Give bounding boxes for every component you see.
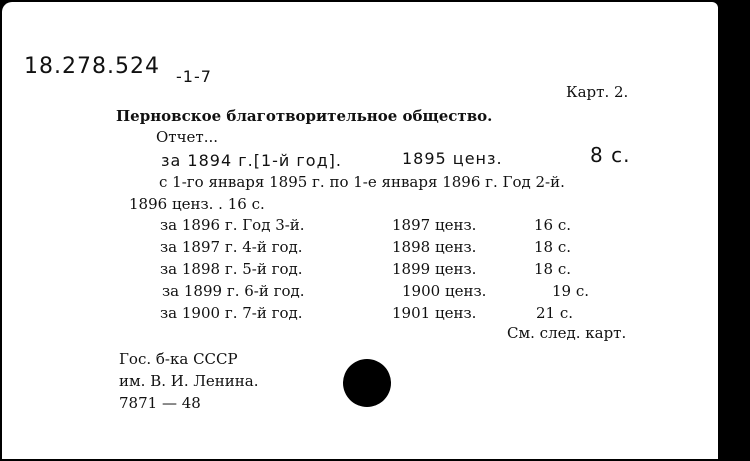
- entry-period: за 1898 г. 5-й год.: [160, 260, 303, 278]
- period-line: с 1-го января 1895 г. по 1-е января 1896 г. Год 2-й.: [159, 173, 565, 191]
- entry-pages: 21 с.: [536, 304, 574, 322]
- stamp-line-2: им. В. И. Ленина.: [119, 372, 259, 390]
- entry-period: за 1899 г. 6-й год.: [162, 282, 305, 300]
- call-number: 18.278.524: [24, 54, 160, 79]
- entry-pages: 19 с.: [552, 282, 590, 300]
- entry-period: за 1896 г. Год 3-й.: [160, 216, 305, 234]
- punch-hole: [343, 359, 391, 407]
- entry-pages: 16 с.: [534, 216, 572, 234]
- entry-pages: 18 с.: [534, 238, 572, 256]
- call-number-suffix: -1-7: [176, 67, 212, 86]
- entry-period: за 1900 г. 7-й год.: [160, 304, 303, 322]
- catalog-card: [2, 2, 718, 459]
- entry-censored: 1897 ценз.: [392, 216, 477, 234]
- handwritten-pages: 8 с.: [590, 143, 631, 167]
- handwritten-period: за 1894 г.[1-й год].: [161, 151, 342, 170]
- entry-censored: 1901 ценз.: [392, 304, 477, 322]
- stamp-line-3: 7871 — 48: [119, 394, 201, 412]
- entry-period: за 1897 г. 4-й год.: [160, 238, 303, 256]
- entry-censored: 1900 ценз.: [402, 282, 487, 300]
- entry-censored: 1898 ценз.: [392, 238, 477, 256]
- stamp-line-1: Гос. б-ка СССР: [119, 350, 238, 368]
- handwritten-censored: 1895 ценз.: [402, 149, 503, 168]
- entry-censored: 1899 ценз.: [392, 260, 477, 278]
- card-title: Перновское благотворительное общество.: [116, 107, 493, 125]
- card-label: Карт. 2.: [566, 83, 629, 101]
- card-subtitle: Отчет...: [156, 128, 218, 146]
- entry-pages: 18 с.: [534, 260, 572, 278]
- period-line-cont: 1896 ценз. . 16 с.: [129, 195, 265, 213]
- see-next-card: См. след. карт.: [507, 324, 627, 342]
